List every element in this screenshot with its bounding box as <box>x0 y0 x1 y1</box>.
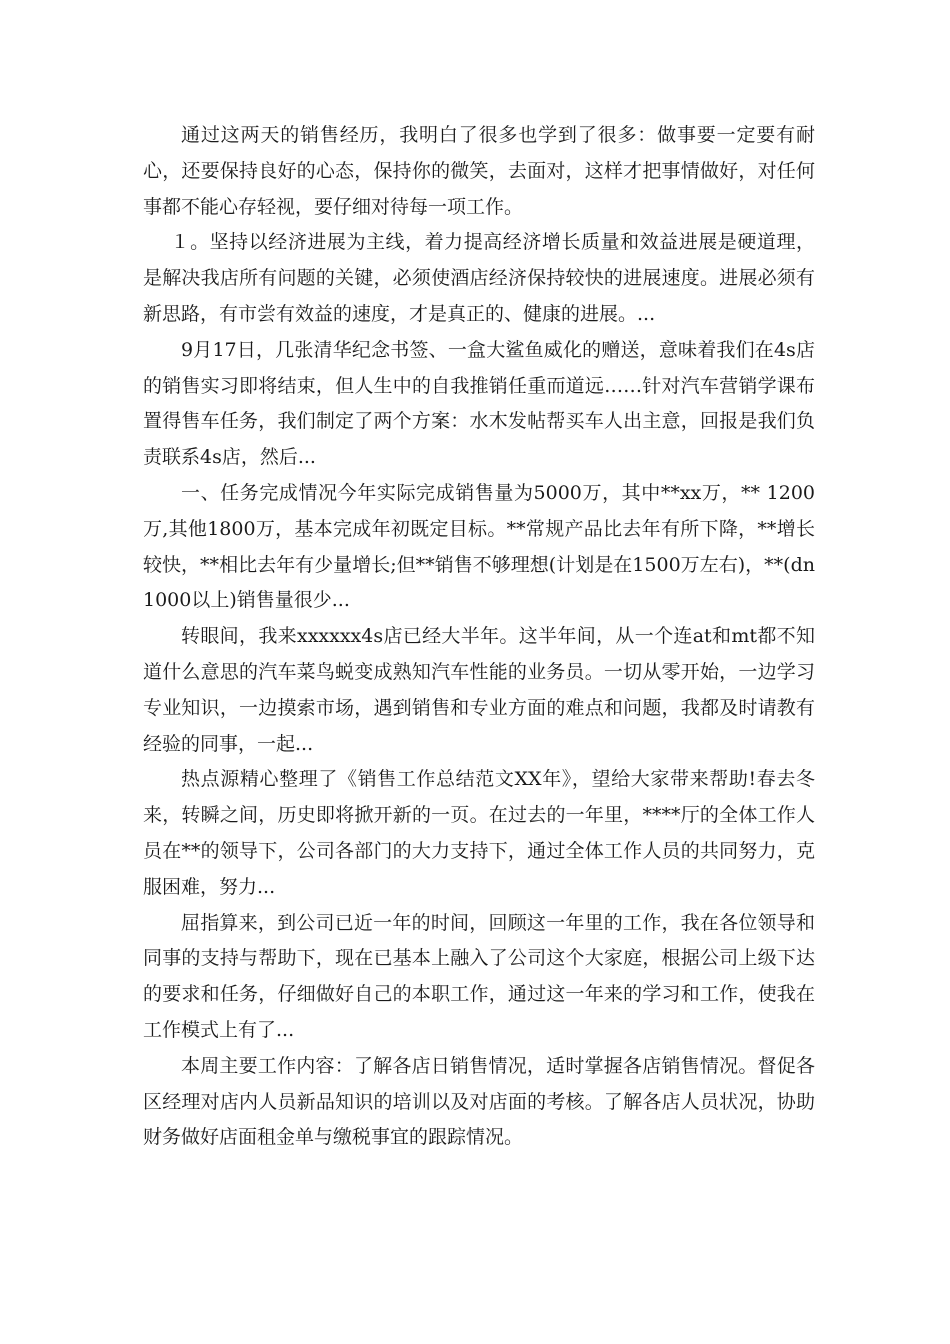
paragraph-one-year-review: 屈指算来，到公司已近一年的时间，回顾这一年里的工作，我在各位领导和同事的支持与帮助下，现在已基本上融入了公司这个大家庭，根据公司上级下达的要求和任务，仔细做好自己的本职工作，通过这一年来的学习和工作，使我在工作模式上有了... <box>143 911 815 1041</box>
paragraph-half-year-review: 转眼间，我来xxxxxx4s店已经大半年。这半年间，从一个连at和mt都不知道什么意思的汽车菜鸟蜕变成熟知汽车性能的业务员。一切从零开始，一边学习专业知识，一边摸索市场，遇到销售和专业方面的难点和问题，我都及时请教有经验的同事，一起... <box>143 625 815 755</box>
paragraph-weekly-work: 本周主要工作内容：了解各店日销售情况，适时掌握各店销售情况。督促各区经理对店内人员新品知识的培训以及对店面的考核。了解各店人员状况，协助财务做好店面租金单与缴税事宜的跟踪情况。 <box>143 1054 815 1149</box>
paragraph-task-completion: 一、任务完成情况今年实际完成销售量为5000万，其中**xx万，** 1200万,其他1800万，基本完成年初既定目标。**常规产品比去年有所下降，**增长较快，**相比去年有少量增长;但**销售不够理想(计划是在1500万左右)，**(dn1000以上)销售量很少... <box>143 481 815 612</box>
paragraph-sales-experience: 通过这两天的销售经历，我明白了很多也学到了很多：做事要一定要有耐心，还要保持良好的心态，保持你的微笑，去面对，这样才把事情做好，对任何事都不能心存轻视，要仔细对待每一项工作。 <box>143 124 815 218</box>
paragraph-4s-internship: 9月17日，几张清华纪念书签、一盒大鲨鱼威化的赠送，意味着我们在4s店的销售实习即将结束，但人生中的自我推销任重而道远……针对汽车营销学课布置得售车任务，我们制定了两个方案：水木发帖帮买车人出主意，回报是我们负责联系4s店，然后... <box>143 338 815 469</box>
paragraph-annual-summary: 热点源精心整理了《销售工作总结范文XX年》，望给大家带来帮助!春去冬来，转瞬之间，历史即将掀开新的一页。在过去的一年里，****厅的全体工作人员在**的领导下，公司各部门的大力支持下，通过全体工作人员的共同努力，克服困难，努力... <box>143 768 815 898</box>
paragraph-economic-development: １。坚持以经济进展为主线，着力提高经济增长质量和效益进展是硬道理，是解决我店所有问题的关键，必须使酒店经济保持较快的进展速度。进展必须有新思路，有市尝有效益的速度，才是真正的、健康的进展。... <box>143 231 815 325</box>
document-body <box>143 118 815 1156</box>
